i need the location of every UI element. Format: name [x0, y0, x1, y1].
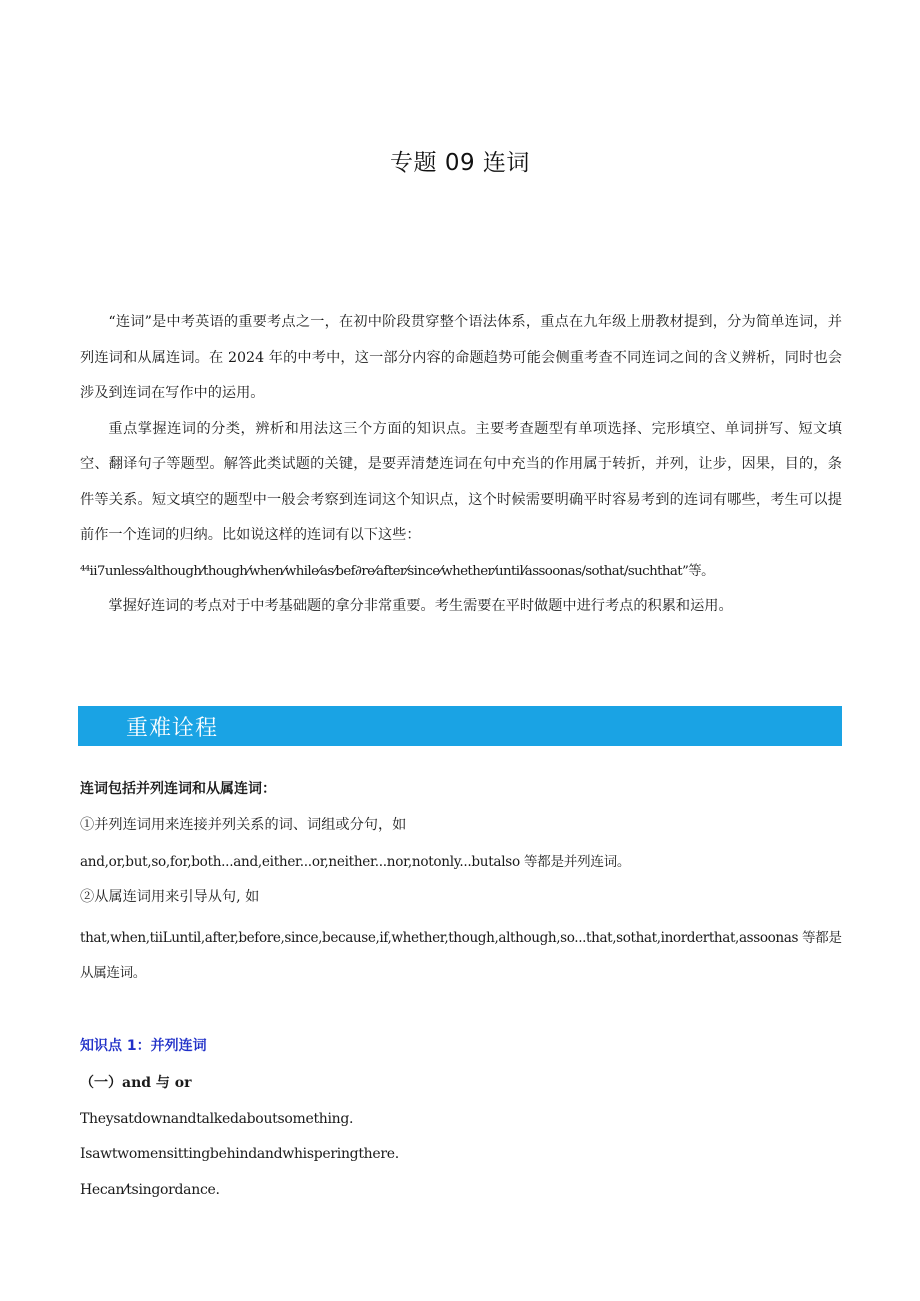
intro-section — [80, 305, 842, 625]
intro-paragraph: 重点掌握连词的分类，辨析和用法这三个方面的知识点。主要考查题型有单项选择、完形填空、单词拼写、短文填空、翻译句子等题型。解答此类试题的关键，是要弄清楚连词在句中充当的作用属于转折，并列，让步，因果，目的，条件等关系。短文填空的题型中一般会考察到连词这个知识点，这个时候需要明确平时容易考到的连词有哪些，考生可以提前作一个连词的归纳。比如说这样的连词有以下这些： — [80, 420, 842, 543]
body-item: ①并列连词用来连接并列关系的词、词组或分句，如 — [80, 817, 407, 833]
body-item: ②从属连词用来引导从句, 如 — [80, 889, 260, 905]
body-item-list: and,or,but,so,for,both...and,either...or,neither...nor,notonly...butalso 等都是并列连词。 — [80, 854, 631, 870]
body-item-list: that,when,tiiLuntil,after,before,since,because,if,whether,though,although,so...that,sothat,inorderthat,assoonas 等都是从属连词。 — [80, 930, 842, 981]
example-sentence: Theysatdownandtalkedaboutsomething. — [80, 1111, 354, 1127]
intro-paragraph: “连词”是中考英语的重要考点之一，在初中阶段贯穿整个语法体系，重点在九年级上册教材提到，分为简单连词，并列连词和从属连词。在 2024 年的中考中，这一部分内容的命题趋势可能会侧重考查不同连词之间的含义辨析，同时也会涉及到连词在写作中的运用。 — [80, 314, 842, 401]
intro-paragraph: 掌握好连词的考点对于中考基础题的拿分非常重要。考生需要在平时做题中进行考点的积累和运用。 — [108, 598, 733, 614]
page-title: 专题 09 连词 — [390, 150, 530, 176]
knowledge-point-heading: 知识点 1：并列连词 — [80, 1038, 207, 1054]
example-sentence: Hecan⁄tsingordance. — [80, 1182, 220, 1198]
subsection-heading: （一）and 与 or — [80, 1075, 192, 1091]
example-sentence: Isawtwomensittingbehindandwhisperingthere. — [80, 1146, 399, 1162]
body-heading: 连词包括并列连词和从属连词： — [80, 781, 276, 797]
conjunction-list: ⁴⁴ii7unless⁄although⁄though⁄when⁄while⁄as⁄bef∂re⁄after⁄since⁄whether⁄until⁄assoonas/sothat/suchthat”等。 — [80, 563, 714, 579]
section-header-bar — [78, 706, 842, 746]
section-header-label: 重难诠程 — [126, 716, 219, 741]
